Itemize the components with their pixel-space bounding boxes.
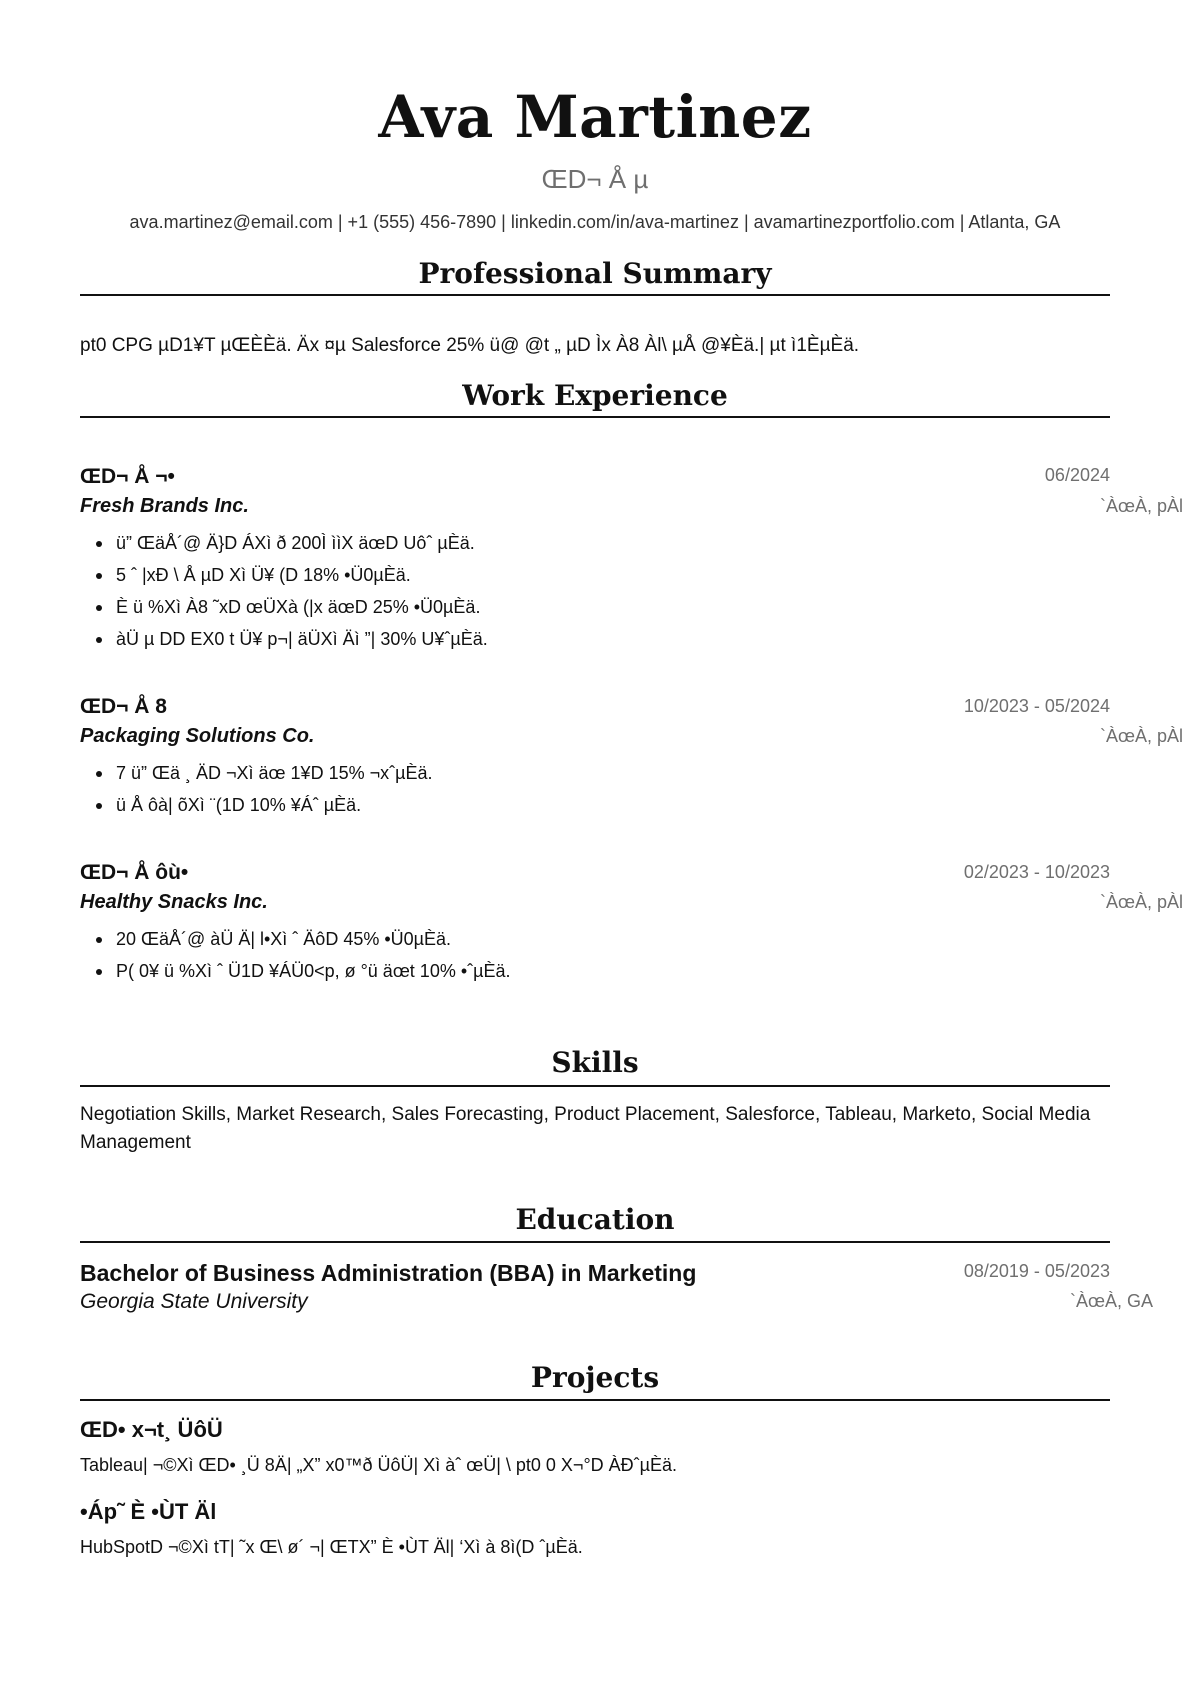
project-description: Tableau| ¬©Xì ŒD• ¸Ü 8Ä| „X” x0™ð ÜôÜ| Xì àˆ œÜ| \ pt0 0 X¬°D ÀÐˆµÈä. [80, 1455, 678, 1475]
job-title: ŒD¬ Å 8 [80, 695, 167, 718]
job-bullet: 5 ˆ |xÐ \ Å µD Xì Ü¥ (D 18% •Ü0µÈä. [116, 559, 1016, 591]
job-bullet: È ü %Xì À8 ˜xD œÜXà (|x äœD 25% •Ü0µÈä. [116, 591, 1016, 623]
summary-heading: Professional Summary [418, 257, 772, 290]
project-title: ŒD• x¬t¸ ÜôÜ [80, 1417, 223, 1442]
projects-heading: Projects [530, 1361, 660, 1394]
job-location: `ÀœÀ, pÀl [1100, 726, 1184, 746]
education-date: 08/2019 - 05/2023 [963, 1261, 1110, 1281]
experience-divider [80, 416, 1110, 418]
candidate-name: Ava Martinez [378, 83, 812, 151]
job-company: Fresh Brands Inc. [80, 495, 249, 517]
summary-divider [80, 294, 1110, 296]
job-company: Healthy Snacks Inc. [80, 891, 268, 913]
job-date: 02/2023 - 10/2023 [963, 862, 1110, 882]
job-bullet: ü” ŒäÅ´@ Ä}D ÁXì ð 200Ì ììX äœD Uôˆ µÈä. [116, 527, 1016, 559]
job-bullets [116, 923, 1016, 987]
projects-divider [80, 1399, 1110, 1401]
job-bullet: ü Å ôà| õXì ¨(1D 10% ¥Áˆ µÈä. [116, 789, 1016, 821]
job-date: 10/2023 - 05/2024 [963, 696, 1110, 716]
job-bullets [116, 527, 1016, 655]
job-bullets [116, 757, 1016, 821]
project-title: •Áp˜ È •ÙT Äl [80, 1499, 217, 1524]
job-subtitle: ŒD¬ Å µ [541, 164, 649, 194]
skills-divider [80, 1085, 1110, 1087]
skills-heading: Skills [551, 1046, 639, 1079]
summary-text: pt0 CPG µD1¥T µŒÈÈä. Äx ¤µ Salesforce 25% ü@ @t „ µD Ìx À8 Àl\ µÅ @¥Èä.| µt ì1ÈµÈä. [80, 335, 860, 356]
job-title: ŒD¬ Å ¬• [80, 465, 175, 488]
experience-heading: Work Experience [462, 379, 728, 412]
education-heading: Education [515, 1203, 675, 1236]
job-location: `ÀœÀ, pÀl [1100, 496, 1184, 516]
job-bullet: 20 ŒäÅ´@ àÜ Ä| l•Xì ˆ ÄôD 45% •Ü0µÈä. [116, 923, 1016, 955]
job-location: `ÀœÀ, pÀl [1100, 892, 1184, 912]
skills-list: Negotiation Skills, Market Research, Sales Forecasting, Product Placement, Salesforce, Tableau, Marketo, Social Media Management [80, 1104, 1091, 1153]
education-school: Georgia State University [80, 1290, 308, 1313]
education-divider [80, 1241, 1110, 1243]
job-company: Packaging Solutions Co. [80, 725, 315, 747]
job-bullet: 7 ü” Œä ¸ ÄD ¬Xì äœ 1¥D 15% ¬xˆµÈä. [116, 757, 1016, 789]
job-date: 06/2024 [1044, 465, 1110, 485]
project-description: HubSpotD ¬©Xì tT| ˜x Œ\ ø´ ¬| ŒTX” È •ÙT Äl| ‘Xì à 8ì(D ˆµÈä. [80, 1537, 583, 1557]
job-bullet: P( 0¥ ü %Xì ˆ Ü1D ¥ÁÜ0<p, ø °ü äœt 10% •ˆµÈä. [116, 955, 1016, 987]
education-location: `ÀœÀ, GA [1070, 1291, 1154, 1311]
contact-line: ava.martinez@email.com | +1 (555) 456-7890 | linkedin.com/in/ava-martinez | avamartinezportfolio.com | Atlanta, GA [129, 212, 1061, 232]
job-bullet: àÜ µ DD EX0 t Ü¥ p¬| äÜXì Äì ”| 30% U¥ˆµÈä. [116, 623, 1016, 655]
job-title: ŒD¬ Å ôù• [80, 861, 189, 884]
education-degree: Bachelor of Business Administration (BBA) in Marketing [80, 1260, 697, 1286]
